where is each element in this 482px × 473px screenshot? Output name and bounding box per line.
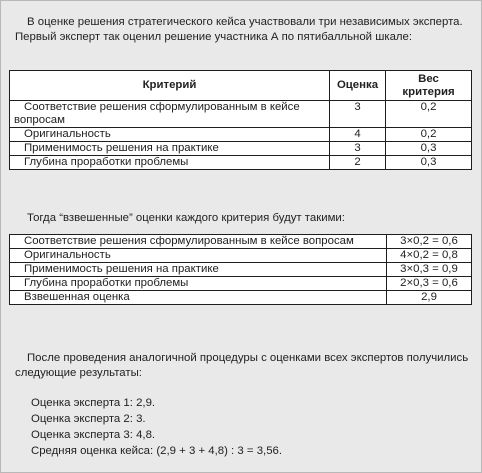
table-row xyxy=(10,249,472,263)
weighted-value-cell: 3×0,2 = 0,6 xyxy=(387,235,472,249)
criterion-cell: Применимость решения на практике xyxy=(10,142,330,156)
criterion-cell: Оригинальность xyxy=(10,249,387,263)
weight-cell: 0,2 xyxy=(386,101,472,128)
list-item: Оценка эксперта 1: 2,9. xyxy=(31,397,156,409)
weighted-value-cell: 2×0,3 = 0,6 xyxy=(387,277,472,291)
intro-line-2: Первый эксперт так оценил решение участника А по пятибалльной шкале: xyxy=(15,31,413,43)
table-row xyxy=(10,128,472,142)
header-score: Оценка xyxy=(330,71,386,101)
weighted-value-cell: 4×0,2 = 0,8 xyxy=(387,249,472,263)
weight-cell: 0,3 xyxy=(386,156,472,170)
table-row xyxy=(10,291,472,305)
list-item: Средняя оценка кейса: (2,9 + 3 + 4,8) : 3 = 3,56. xyxy=(31,445,283,457)
criterion-cell: Глубина проработки проблемы xyxy=(10,277,387,291)
table-row xyxy=(10,156,472,170)
table-row xyxy=(10,235,472,249)
intro-line-1: В оценке решения стратегического кейса участвовали три независимых эксперта. xyxy=(27,16,463,28)
list-item: Оценка эксперта 3: 4,8. xyxy=(31,429,156,441)
weight-cell: 0,2 xyxy=(386,128,472,142)
table-row xyxy=(10,101,472,128)
weight-cell: 0,3 xyxy=(386,142,472,156)
header-weight xyxy=(386,71,472,101)
expert-scores-table xyxy=(9,70,472,170)
list-item: Оценка эксперта 2: 3. xyxy=(31,413,146,425)
header-weight-line-1: Вес xyxy=(418,72,439,85)
after-line-1: После проведения аналогичной процедуры с оценками всех экспертов получились xyxy=(27,352,469,364)
results-list xyxy=(31,395,282,459)
weighted-intro-line: Тогда “взвешенные” оценки каждого критерия будут такими: xyxy=(27,212,345,224)
criterion-cell: Глубина проработки проблемы xyxy=(10,156,330,170)
intro-paragraph xyxy=(1,15,481,45)
table-header-row xyxy=(10,71,472,101)
score-cell: 2 xyxy=(330,156,386,170)
header-weight-line-2: критерия xyxy=(402,85,455,98)
criterion-cell: Применимость решения на практике xyxy=(10,263,387,277)
criterion-cell: Соответствие решения сформулированным в кейсе вопросам xyxy=(10,235,387,249)
total-value-cell: 2,9 xyxy=(387,291,472,305)
table-row xyxy=(10,142,472,156)
header-criterion: Критерий xyxy=(10,71,330,101)
table-row xyxy=(10,263,472,277)
criterion-cell: Оригинальность xyxy=(10,128,330,142)
criterion-cell: Соответствие решения сформулированным в кейсе вопросам xyxy=(10,101,330,128)
score-cell: 3 xyxy=(330,142,386,156)
after-line-2: следующие результаты: xyxy=(15,367,142,379)
after-paragraph xyxy=(1,351,481,381)
weighted-value-cell: 3×0,3 = 0,9 xyxy=(387,263,472,277)
weighted-intro-paragraph xyxy=(1,211,481,226)
total-label-cell: Взвешенная оценка xyxy=(10,291,387,305)
weighted-scores-table xyxy=(9,234,472,305)
score-cell: 4 xyxy=(330,128,386,142)
score-cell: 3 xyxy=(330,101,386,128)
table-row xyxy=(10,277,472,291)
